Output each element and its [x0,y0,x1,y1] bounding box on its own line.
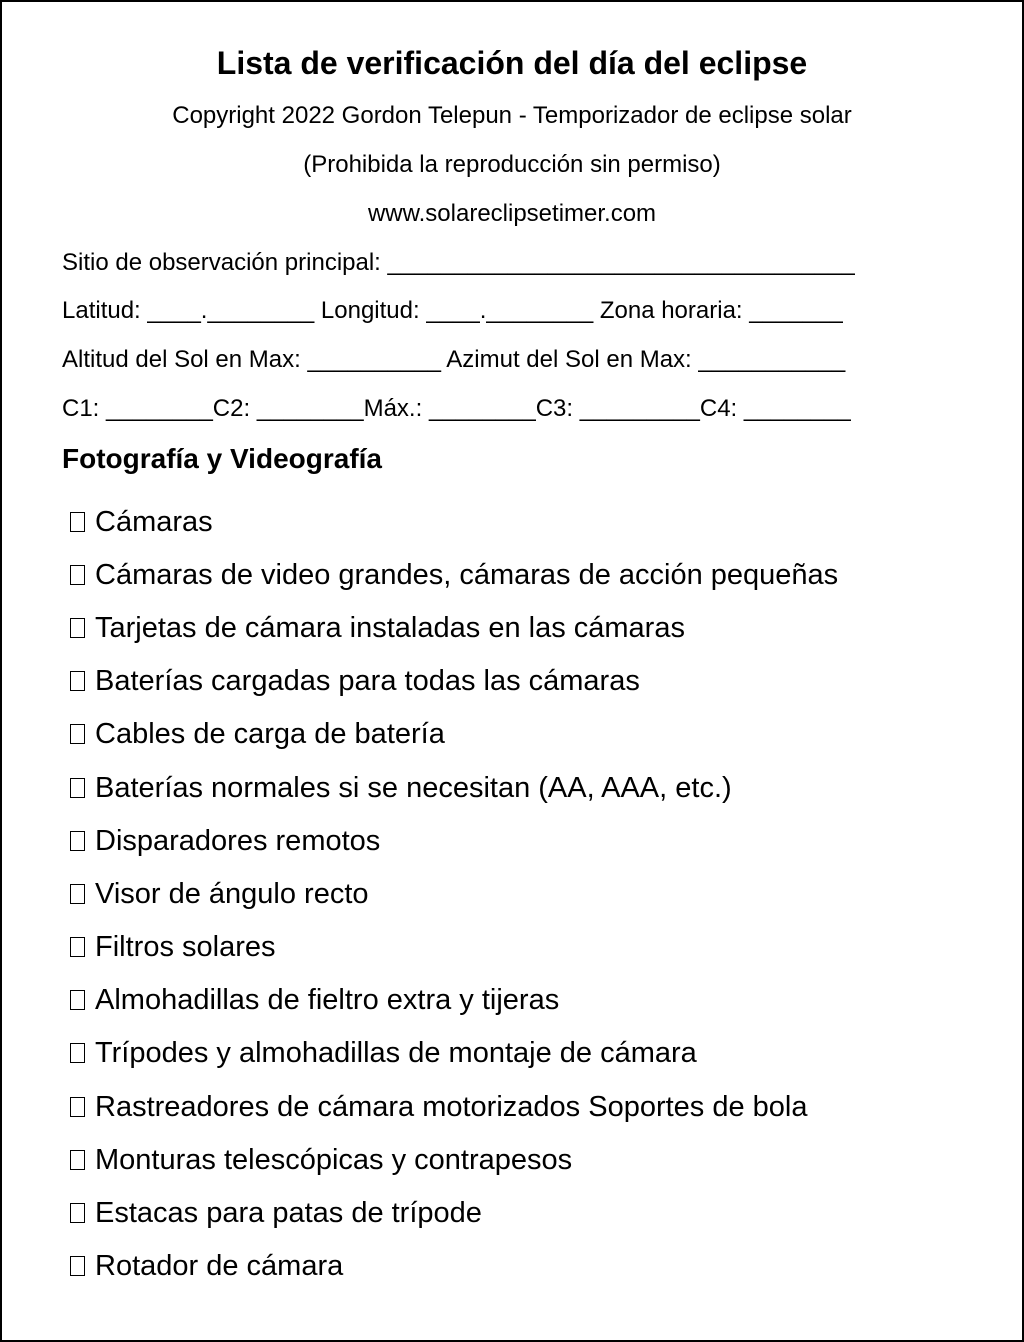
checklist-item[interactable] [64,814,838,867]
observation-site-field: Sitio de observación principal: ___________________________________ [62,249,855,276]
checklist-item[interactable] [64,921,838,974]
checkbox-icon[interactable] [70,1203,85,1223]
checklist-item[interactable] [64,1080,838,1133]
checkbox-icon[interactable] [70,990,85,1010]
checklist-item-label: Tarjetas de cámara instaladas en las cámaras [95,611,685,644]
checklist-item-label: Visor de ángulo recto [95,877,369,910]
checklist-item[interactable] [64,1133,838,1186]
checkbox-icon[interactable] [70,1256,85,1276]
website-text: www.solareclipsetimer.com [367,200,657,227]
checkbox-icon[interactable] [70,831,85,851]
checklist-item-label: Rotador de cámara [95,1250,344,1283]
checkbox-icon[interactable] [70,565,85,585]
checkbox-icon[interactable] [70,1150,85,1170]
checklist-item-label: Rastreadores de cámara motorizados Soportes de bola [95,1090,808,1123]
copyright-line: Copyright 2022 Gordon Telepun - Temporizador de eclipse solar [172,102,852,129]
checklist-item[interactable] [64,1027,838,1080]
checklist-item[interactable] [64,761,838,814]
sun-position-field: Altitud del Sol en Max: __________ Azimut del Sol en Max: ___________ [62,346,846,373]
checklist-item[interactable] [64,655,838,708]
checklist-item-label: Filtros solares [95,931,276,964]
checkbox-icon[interactable] [70,512,85,532]
checklist-item-label: Trípodes y almohadillas de montaje de cámara [95,1037,697,1070]
checklist-item-label: Disparadores remotos [95,824,381,857]
checklist-item[interactable] [64,867,838,920]
checklist-item[interactable] [64,548,838,601]
checklist-item-label: Almohadillas de fieltro extra y tijeras [95,984,560,1017]
checklist-item[interactable] [64,708,838,761]
checkbox-icon[interactable] [70,778,85,798]
checklist-item-label: Cámaras [95,505,213,538]
checkbox-icon[interactable] [70,618,85,638]
checklist-item-label: Baterías normales si se necesitan (AA, AAA, etc.) [95,771,732,804]
checklist-item[interactable] [64,1186,838,1239]
contact-times-field: C1: ________C2: ________Máx.: ________C3: _________C4: ________ [62,395,851,422]
checkbox-icon[interactable] [70,884,85,904]
checklist-item[interactable] [64,601,838,654]
checklist-item-label: Cámaras de video grandes, cámaras de acción pequeñas [95,558,839,591]
checkbox-icon[interactable] [70,1043,85,1063]
checkbox-icon[interactable] [70,724,85,744]
checklist-item[interactable] [64,495,838,548]
checklist-item-label: Estacas para patas de trípode [95,1197,482,1230]
reproduction-notice: (Prohibida la reproducción sin permiso) [303,151,721,178]
page-title: Lista de verificación del día del eclipse [216,45,808,81]
checkbox-icon[interactable] [70,937,85,957]
checklist-item-label: Baterías cargadas para todas las cámaras [95,665,640,698]
checkbox-icon[interactable] [70,671,85,691]
checklist-item-label: Cables de carga de batería [95,718,445,751]
checklist [64,495,838,1293]
section-heading: Fotografía y Videografía [62,443,382,474]
checklist-item-label: Monturas telescópicas y contrapesos [95,1143,573,1176]
checklist-item[interactable] [64,1240,838,1293]
checklist-item[interactable] [64,974,838,1027]
checkbox-icon[interactable] [70,1097,85,1117]
coordinates-field: Latitud: ____.________ Longitud: ____.________ Zona horaria: _______ [62,297,843,324]
